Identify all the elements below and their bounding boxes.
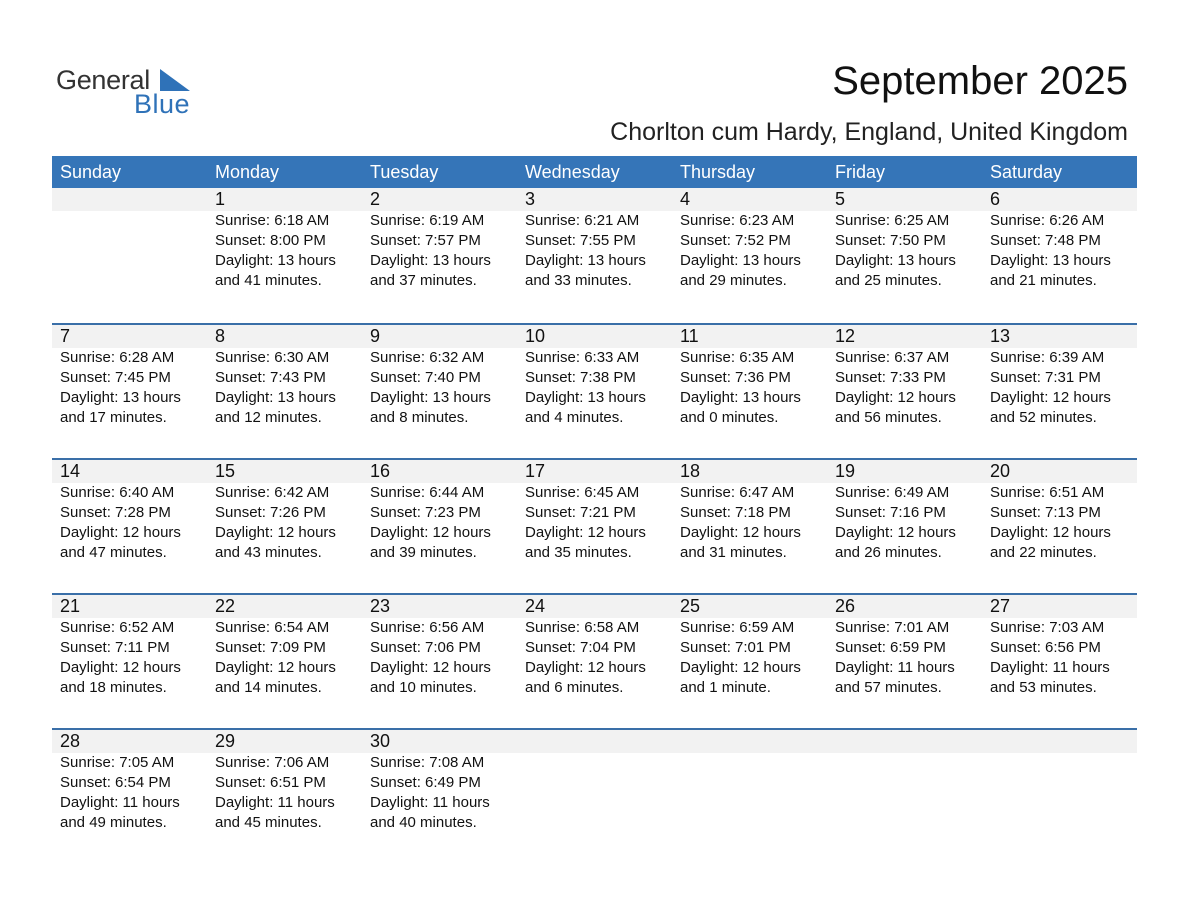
daylight-hours-text: Daylight: 12 hours [525,659,646,676]
daylight-hours-text: Daylight: 13 hours [60,389,181,406]
day-number: 7 [60,326,71,346]
sunrise-text: Sunrise: 6:35 AM [680,349,795,366]
day-cell [672,595,827,728]
day-number: 28 [60,731,81,751]
daylight-minutes-text: and 41 minutes. [215,272,322,289]
day-cell [517,460,672,593]
daylight-minutes-text: and 10 minutes. [370,679,477,696]
sunrise-text: Sunrise: 6:18 AM [215,212,330,229]
sunset-text: Sunset: 7:52 PM [680,232,791,249]
day-number: 23 [370,596,391,616]
day-number: 26 [835,596,856,616]
daylight-minutes-text: and 21 minutes. [990,272,1097,289]
page-title: September 2025 [832,59,1128,103]
sunrise-text: Sunrise: 6:37 AM [835,349,950,366]
day-cell [362,188,517,323]
day-cell [517,595,672,728]
sunset-text: Sunset: 6:59 PM [835,639,946,656]
daylight-hours-text: Daylight: 11 hours [835,659,955,676]
day-number: 9 [370,326,381,346]
sunset-text: Sunset: 7:50 PM [835,232,946,249]
sunset-text: Sunset: 7:43 PM [215,369,326,386]
daylight-hours-text: Daylight: 12 hours [60,659,181,676]
sunrise-text: Sunrise: 6:39 AM [990,349,1105,366]
empty-day-cell [672,730,827,863]
sunrise-text: Sunrise: 6:40 AM [60,484,175,501]
sunset-text: Sunset: 7:18 PM [680,504,791,521]
sunset-text: Sunset: 6:49 PM [370,774,481,791]
sunset-text: Sunset: 7:33 PM [835,369,946,386]
day-number: 25 [680,596,701,616]
sunrise-text: Sunrise: 6:23 AM [680,212,795,229]
day-cell [207,595,362,728]
daylight-minutes-text: and 6 minutes. [525,679,624,696]
day-cell [982,595,1137,728]
daylight-minutes-text: and 45 minutes. [215,814,322,831]
daylight-minutes-text: and 14 minutes. [215,679,322,696]
sunrise-text: Sunrise: 6:33 AM [525,349,640,366]
day-cell [207,188,362,323]
daylight-hours-text: Daylight: 13 hours [215,389,336,406]
sunrise-text: Sunrise: 6:52 AM [60,619,175,636]
sunset-text: Sunset: 7:48 PM [990,232,1101,249]
daylight-hours-text: Daylight: 13 hours [835,252,956,269]
daylight-hours-text: Daylight: 12 hours [680,659,801,676]
sunrise-text: Sunrise: 6:19 AM [370,212,485,229]
day-number: 18 [680,461,701,481]
day-number: 1 [215,189,226,209]
sunset-text: Sunset: 7:23 PM [370,504,481,521]
day-number: 11 [680,326,699,346]
daylight-hours-text: Daylight: 12 hours [525,524,646,541]
daylight-minutes-text: and 47 minutes. [60,544,167,561]
sunrise-text: Sunrise: 6:59 AM [680,619,795,636]
daylight-hours-text: Daylight: 13 hours [215,252,336,269]
sunrise-text: Sunrise: 6:25 AM [835,212,950,229]
day-number: 14 [60,461,81,481]
sunset-text: Sunset: 7:28 PM [60,504,171,521]
daylight-hours-text: Daylight: 13 hours [370,252,491,269]
sunset-text: Sunset: 7:31 PM [990,369,1101,386]
day-cell [982,188,1137,323]
weekday-friday: Friday [835,162,886,182]
day-number: 21 [60,596,81,616]
sunset-text: Sunset: 7:57 PM [370,232,481,249]
sunset-text: Sunset: 6:51 PM [215,774,326,791]
sunrise-text: Sunrise: 6:28 AM [60,349,175,366]
daylight-minutes-text: and 37 minutes. [370,272,477,289]
day-number: 10 [525,326,546,346]
sunset-text: Sunset: 7:04 PM [525,639,636,656]
day-number: 2 [370,189,381,209]
daylight-hours-text: Daylight: 13 hours [525,389,646,406]
week-cells [52,188,1137,323]
weekday-header-row [52,156,1137,188]
empty-day-cell [52,188,207,323]
calendar-grid [52,156,1137,863]
daylight-minutes-text: and 0 minutes. [680,409,779,426]
day-cell [52,325,207,458]
daylight-minutes-text: and 12 minutes. [215,409,322,426]
day-cell [207,325,362,458]
sunrise-text: Sunrise: 6:58 AM [525,619,640,636]
daylight-minutes-text: and 52 minutes. [990,409,1097,426]
day-cell [827,460,982,593]
weekday-thursday: Thursday [680,162,756,182]
day-number: 24 [525,596,546,616]
generalblue-logo [56,64,206,120]
sunrise-text: Sunrise: 6:45 AM [525,484,640,501]
daylight-hours-text: Daylight: 11 hours [215,794,335,811]
daylight-minutes-text: and 26 minutes. [835,544,942,561]
sunrise-text: Sunrise: 6:54 AM [215,619,330,636]
daylight-minutes-text: and 39 minutes. [370,544,477,561]
sunset-text: Sunset: 7:21 PM [525,504,636,521]
daylight-minutes-text: and 1 minute. [680,679,771,696]
daylight-hours-text: Daylight: 12 hours [990,524,1111,541]
daylight-minutes-text: and 43 minutes. [215,544,322,561]
daylight-minutes-text: and 31 minutes. [680,544,787,561]
day-cell [362,730,517,863]
weekday-sunday: Sunday [60,162,122,182]
daylight-minutes-text: and 35 minutes. [525,544,632,561]
sunset-text: Sunset: 7:36 PM [680,369,791,386]
daylight-minutes-text: and 40 minutes. [370,814,477,831]
sunset-text: Sunset: 7:16 PM [835,504,946,521]
daylight-hours-text: Daylight: 11 hours [60,794,180,811]
logo-blue-text: Blue [134,89,191,119]
sunrise-text: Sunrise: 6:42 AM [215,484,330,501]
day-cell [52,460,207,593]
sunrise-text: Sunrise: 6:56 AM [370,619,485,636]
daylight-minutes-text: and 29 minutes. [680,272,787,289]
sunrise-text: Sunrise: 7:01 AM [835,619,950,636]
sunset-text: Sunset: 7:55 PM [525,232,636,249]
week-row [52,728,1137,863]
day-number: 4 [680,189,691,209]
week-cells [52,730,1137,863]
sunset-text: Sunset: 7:01 PM [680,639,791,656]
day-cell [827,188,982,323]
day-cell [362,325,517,458]
day-cell [827,595,982,728]
day-number: 22 [215,596,236,616]
day-cell [207,730,362,863]
daylight-hours-text: Daylight: 12 hours [990,389,1111,406]
week-row [52,323,1137,458]
logo-general-text: General [56,65,150,95]
weekday-monday: Monday [215,162,280,182]
sunrise-text: Sunrise: 6:44 AM [370,484,485,501]
empty-day-cell [517,730,672,863]
daylight-hours-text: Daylight: 12 hours [680,524,801,541]
day-cell [827,325,982,458]
day-number: 12 [835,326,856,346]
sunrise-text: Sunrise: 6:26 AM [990,212,1105,229]
day-cell [517,188,672,323]
daylight-hours-text: Daylight: 12 hours [835,389,956,406]
week-row [52,593,1137,728]
daylight-minutes-text: and 53 minutes. [990,679,1097,696]
day-cell [672,188,827,323]
day-cell [362,460,517,593]
daylight-hours-text: Daylight: 12 hours [370,659,491,676]
weeks-container [52,188,1137,863]
daylight-hours-text: Daylight: 13 hours [370,389,491,406]
sunrise-text: Sunrise: 6:30 AM [215,349,330,366]
sunset-text: Sunset: 6:54 PM [60,774,171,791]
daylight-hours-text: Daylight: 12 hours [835,524,956,541]
sunset-text: Sunset: 7:09 PM [215,639,326,656]
day-number: 5 [835,189,846,209]
sunset-text: Sunset: 7:38 PM [525,369,636,386]
daylight-minutes-text: and 8 minutes. [370,409,469,426]
daylight-hours-text: Daylight: 12 hours [370,524,491,541]
daylight-hours-text: Daylight: 12 hours [215,524,336,541]
sunrise-text: Sunrise: 6:51 AM [990,484,1105,501]
day-cell [207,460,362,593]
sunrise-text: Sunrise: 6:32 AM [370,349,485,366]
sunset-text: Sunset: 7:13 PM [990,504,1101,521]
daylight-minutes-text: and 57 minutes. [835,679,942,696]
week-cells [52,595,1137,728]
daylight-hours-text: Daylight: 11 hours [990,659,1110,676]
day-number: 19 [835,461,856,481]
daylight-minutes-text: and 22 minutes. [990,544,1097,561]
daylight-hours-text: Daylight: 13 hours [990,252,1111,269]
sunset-text: Sunset: 6:56 PM [990,639,1101,656]
daylight-hours-text: Daylight: 13 hours [680,389,801,406]
week-row [52,188,1137,323]
daylight-minutes-text: and 4 minutes. [525,409,624,426]
daylight-hours-text: Daylight: 12 hours [215,659,336,676]
week-cells [52,460,1137,593]
sunset-text: Sunset: 8:00 PM [215,232,326,249]
sunrise-text: Sunrise: 6:47 AM [680,484,795,501]
day-number: 13 [990,326,1011,346]
logo-triangle-icon [160,69,190,91]
week-row [52,458,1137,593]
weekday-saturday: Saturday [990,162,1063,182]
day-cell [672,325,827,458]
sunrise-text: Sunrise: 7:08 AM [370,754,485,771]
day-number: 17 [525,461,546,481]
sunrise-text: Sunrise: 7:06 AM [215,754,330,771]
day-number: 29 [215,731,236,751]
daylight-hours-text: Daylight: 13 hours [525,252,646,269]
sunset-text: Sunset: 7:45 PM [60,369,171,386]
day-cell [52,595,207,728]
empty-day-cell [827,730,982,863]
day-number: 15 [215,461,236,481]
day-number: 20 [990,461,1011,481]
sunrise-text: Sunrise: 7:05 AM [60,754,175,771]
daylight-minutes-text: and 25 minutes. [835,272,942,289]
day-number: 30 [370,731,391,751]
daylight-minutes-text: and 49 minutes. [60,814,167,831]
empty-day-cell [982,730,1137,863]
sunset-text: Sunset: 7:26 PM [215,504,326,521]
day-cell [982,460,1137,593]
day-cell [362,595,517,728]
daylight-hours-text: Daylight: 13 hours [680,252,801,269]
sunset-text: Sunset: 7:06 PM [370,639,481,656]
daylight-minutes-text: and 17 minutes. [60,409,167,426]
day-number: 8 [215,326,226,346]
day-cell [517,325,672,458]
daylight-hours-text: Daylight: 12 hours [60,524,181,541]
sunrise-text: Sunrise: 6:49 AM [835,484,950,501]
weekday-wednesday: Wednesday [525,162,620,182]
daylight-minutes-text: and 56 minutes. [835,409,942,426]
sunset-text: Sunset: 7:11 PM [60,639,170,656]
week-cells [52,325,1137,458]
day-number: 6 [990,189,1001,209]
sunset-text: Sunset: 7:40 PM [370,369,481,386]
sunrise-text: Sunrise: 7:03 AM [990,619,1105,636]
day-number: 27 [990,596,1011,616]
day-cell [982,325,1137,458]
weekday-tuesday: Tuesday [370,162,439,182]
location-subtitle: Chorlton cum Hardy, England, United Kingdom [610,118,1128,146]
day-cell [52,730,207,863]
daylight-minutes-text: and 33 minutes. [525,272,632,289]
sunrise-text: Sunrise: 6:21 AM [525,212,640,229]
day-number: 16 [370,461,391,481]
daylight-minutes-text: and 18 minutes. [60,679,167,696]
day-number: 3 [525,189,536,209]
day-cell [672,460,827,593]
daylight-hours-text: Daylight: 11 hours [370,794,490,811]
